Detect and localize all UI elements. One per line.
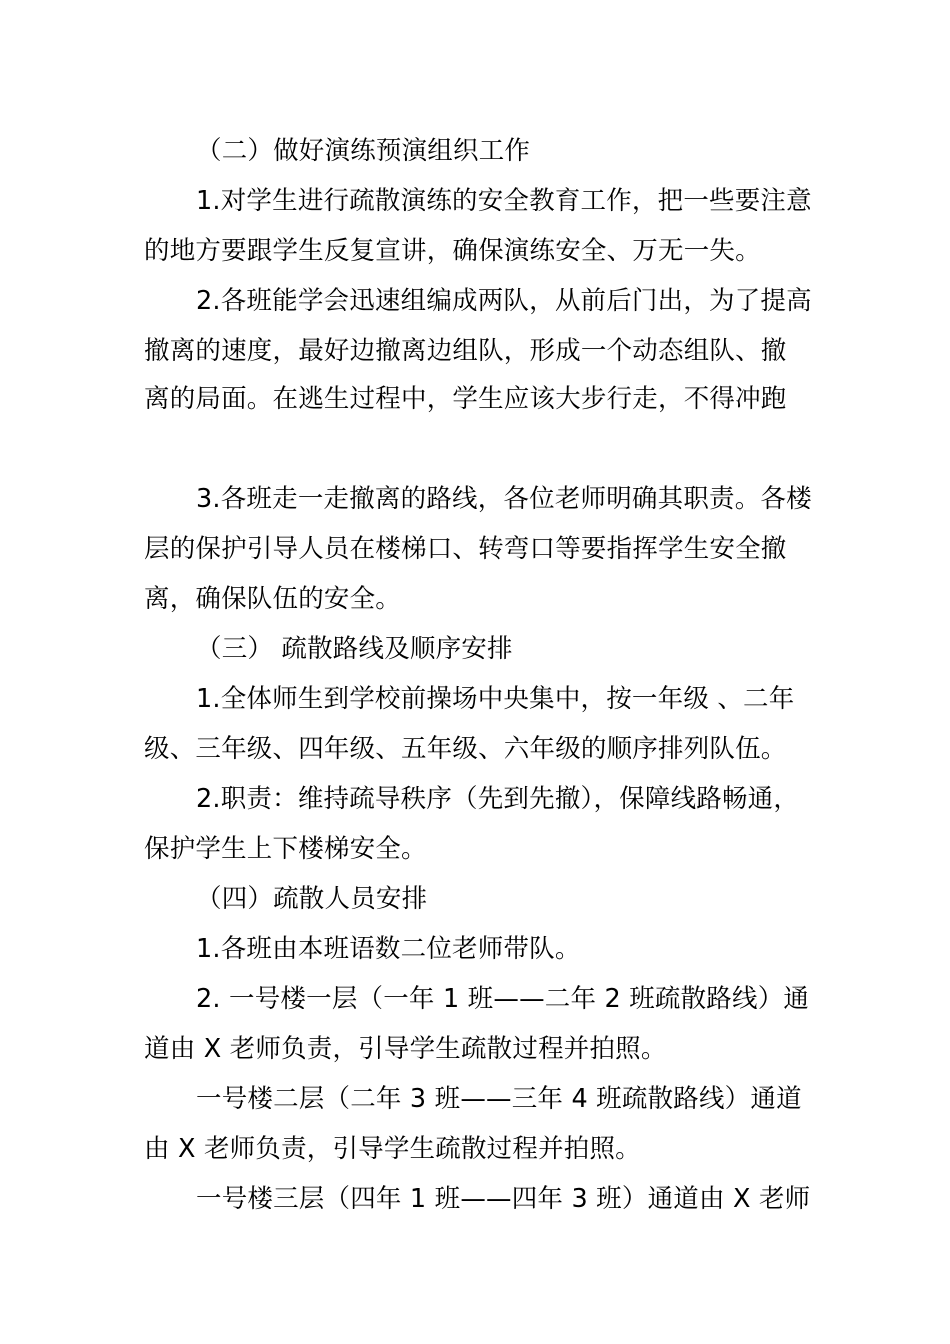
paragraph-line: 2.职责：维持疏导秩序（先到先撤），保障线路畅通，	[196, 784, 800, 814]
paragraph-line: 2.各班能学会迅速组编成两队，从前后门出，为了提高	[196, 286, 812, 316]
paragraph-line: 级、三年级、四年级、五年级、六年级的顺序排列队伍。	[144, 734, 787, 764]
paragraph-line: 1.各班由本班语数二位老师带队。	[196, 934, 581, 964]
paragraph-line: 离，确保队伍的安全。	[144, 584, 402, 614]
paragraph-line: 一号楼二层（二年 3 班——三年 4 班疏散路线）通道	[196, 1084, 802, 1114]
paragraph-line: 3.各班走一走撤离的路线，各位老师明确其职责。各楼	[196, 484, 812, 514]
paragraph-line: 离的局面。在逃生过程中，学生应该大步行走，不得冲跑	[144, 384, 787, 414]
paragraph-line: 1.全体师生到学校前操场中央集中，按一年级 、二年	[196, 684, 795, 714]
section-heading-3: （三） 疏散路线及顺序安排	[196, 634, 513, 664]
paragraph-line: 的地方要跟学生反复宣讲，确保演练安全、万无一失。	[144, 236, 761, 266]
paragraph-line: 保护学生上下楼梯安全。	[144, 834, 427, 864]
paragraph-line: 由 X 老师负责，引导学生疏散过程并拍照。	[144, 1134, 641, 1164]
paragraph-line: 道由 X 老师负责，引导学生疏散过程并拍照。	[144, 1034, 667, 1064]
section-heading-2: （二）做好演练预演组织工作	[196, 136, 531, 166]
paragraph-line: 1.对学生进行疏散演练的安全教育工作，把一些要注意	[196, 186, 812, 216]
section-heading-4: （四）疏散人员安排	[196, 884, 428, 914]
paragraph-line: 层的保护引导人员在楼梯口、转弯口等要指挥学生安全撤	[144, 534, 787, 564]
paragraph-line: 2. 一号楼一层（一年 1 班——二年 2 班疏散路线）通	[196, 984, 810, 1014]
paragraph-line: 撤离的速度，最好边撤离边组队，形成一个动态组队、撤	[144, 336, 787, 366]
paragraph-line: 一号楼三层（四年 1 班——四年 3 班）通道由 X 老师	[196, 1184, 811, 1214]
